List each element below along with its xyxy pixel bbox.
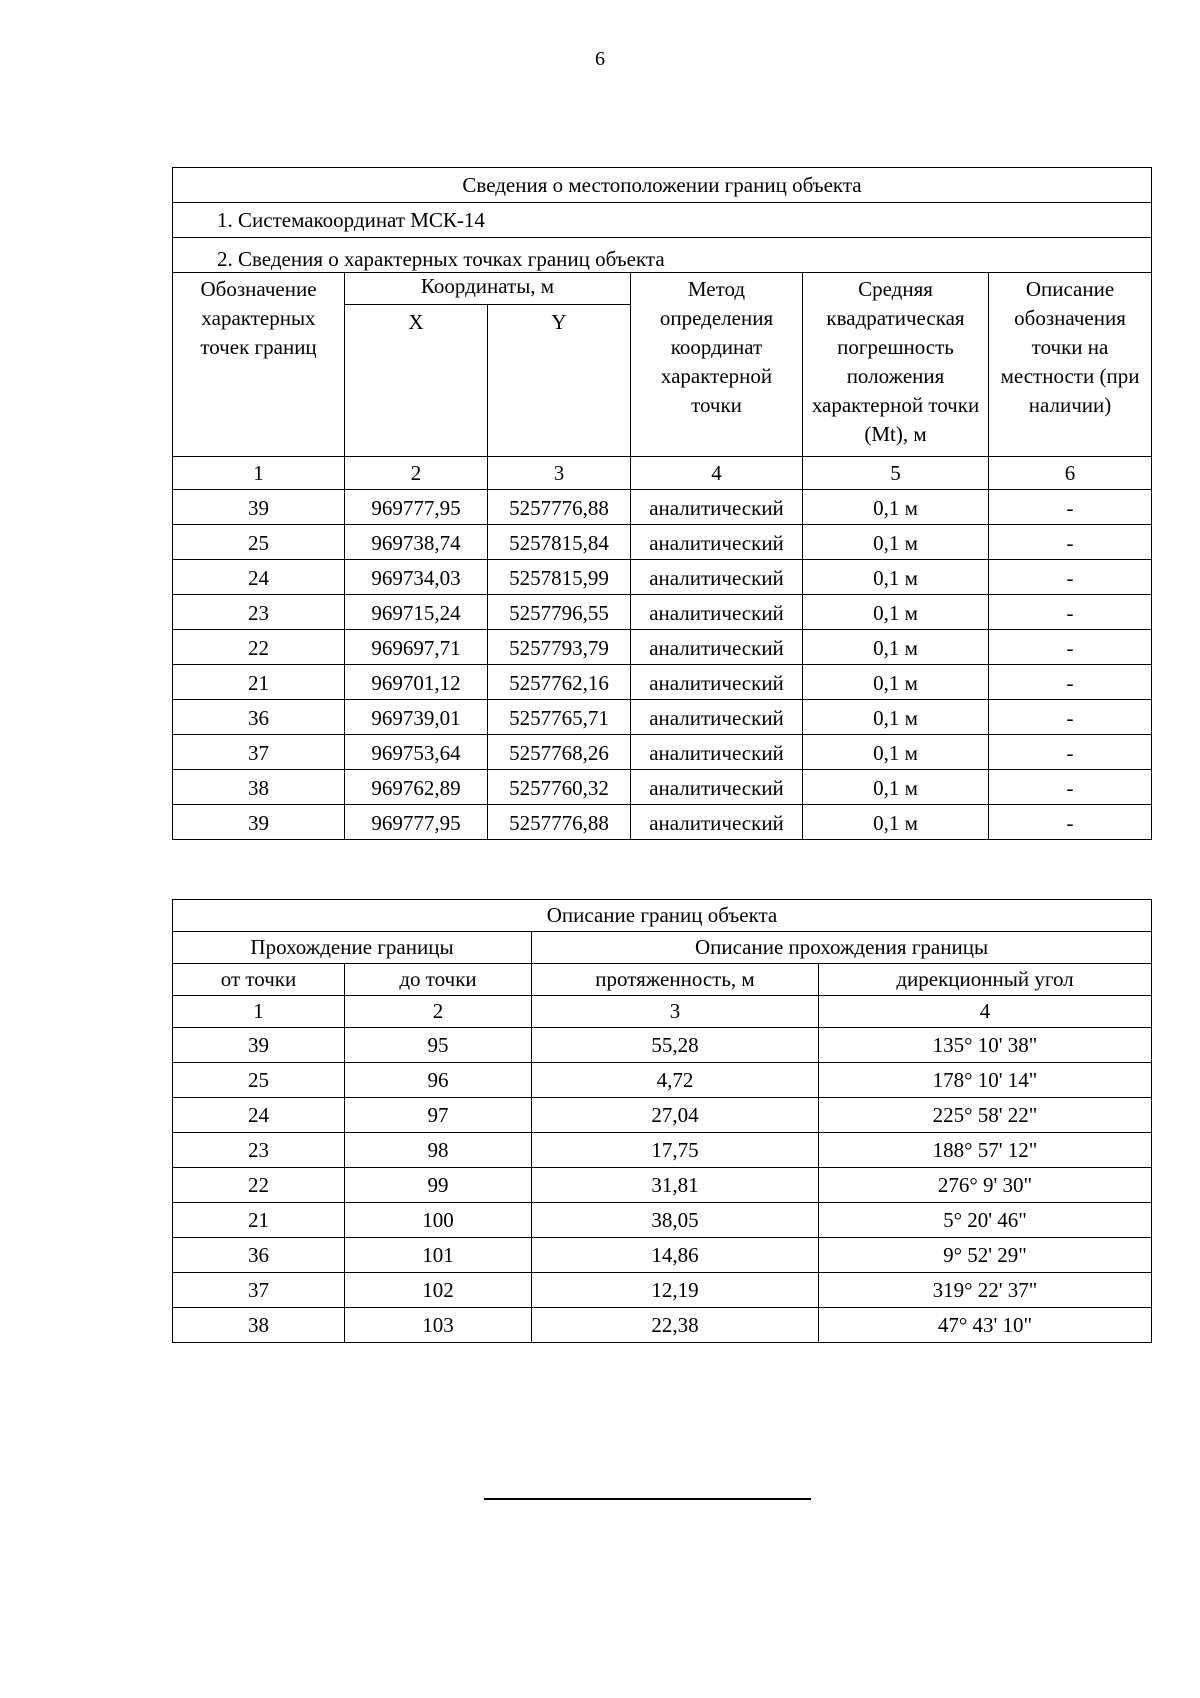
header-angle: дирекционный угол [819, 964, 1152, 996]
table-row [173, 1308, 1152, 1343]
to-point-cell: 95 [345, 1028, 532, 1063]
description-cell: - [989, 770, 1152, 805]
to-point-cell: 98 [345, 1133, 532, 1168]
table-row [173, 1168, 1152, 1203]
table-row [173, 770, 1152, 805]
y-cell: 5257776,88 [488, 805, 631, 840]
table-row [173, 1238, 1152, 1273]
y-cell: 5257760,32 [488, 770, 631, 805]
point-cell: 39 [173, 490, 345, 525]
length-cell: 31,81 [532, 1168, 819, 1203]
column-number: 4 [819, 996, 1152, 1028]
method-cell: аналитический [631, 805, 803, 840]
table-row [173, 700, 1152, 735]
accuracy-cell: 0,1 м [803, 490, 989, 525]
accuracy-cell: 0,1 м [803, 700, 989, 735]
length-cell: 27,04 [532, 1098, 819, 1133]
y-cell: 5257762,16 [488, 665, 631, 700]
point-cell: 23 [173, 595, 345, 630]
y-cell: 5257765,71 [488, 700, 631, 735]
x-cell: 969777,95 [345, 805, 488, 840]
boundary-description-table [172, 899, 1152, 1343]
length-cell: 14,86 [532, 1238, 819, 1273]
table-row [173, 560, 1152, 595]
description-cell: - [989, 735, 1152, 770]
description-cell: - [989, 525, 1152, 560]
header-coordinates: Координаты, м [345, 273, 631, 305]
method-cell: аналитический [631, 525, 803, 560]
from-point-cell: 38 [173, 1308, 345, 1343]
from-point-cell: 37 [173, 1273, 345, 1308]
angle-cell: 225° 58' 22" [819, 1098, 1152, 1133]
angle-cell: 47° 43' 10" [819, 1308, 1152, 1343]
point-cell: 38 [173, 770, 345, 805]
to-point-cell: 100 [345, 1203, 532, 1238]
accuracy-cell: 0,1 м [803, 805, 989, 840]
length-cell: 22,38 [532, 1308, 819, 1343]
x-cell: 969715,24 [345, 595, 488, 630]
point-cell: 37 [173, 735, 345, 770]
angle-cell: 5° 20' 46" [819, 1203, 1152, 1238]
to-point-cell: 102 [345, 1273, 532, 1308]
header-accuracy: Средняя квадратическая погрешность положения характерной точки (Mt), м [803, 273, 989, 457]
x-cell: 969762,89 [345, 770, 488, 805]
x-cell: 969734,03 [345, 560, 488, 595]
y-cell: 5257768,26 [488, 735, 631, 770]
angle-cell: 276° 9' 30" [819, 1168, 1152, 1203]
table-row [173, 525, 1152, 560]
table-row [173, 1063, 1152, 1098]
table-row [173, 630, 1152, 665]
from-point-cell: 23 [173, 1133, 345, 1168]
header-passage: Прохождение границы [173, 932, 532, 964]
to-point-cell: 96 [345, 1063, 532, 1098]
column-number: 1 [173, 996, 345, 1028]
point-cell: 39 [173, 805, 345, 840]
y-cell: 5257796,55 [488, 595, 631, 630]
accuracy-cell: 0,1 м [803, 630, 989, 665]
end-divider-line [484, 1498, 811, 1500]
accuracy-cell: 0,1 м [803, 735, 989, 770]
column-number: 2 [345, 996, 532, 1028]
column-number: 5 [803, 457, 989, 490]
angle-cell: 319° 22' 37" [819, 1273, 1152, 1308]
header-to-point: до точки [345, 964, 532, 996]
coordinates-table [172, 167, 1152, 840]
method-cell: аналитический [631, 700, 803, 735]
table-row [173, 1133, 1152, 1168]
from-point-cell: 22 [173, 1168, 345, 1203]
to-point-cell: 101 [345, 1238, 532, 1273]
point-cell: 21 [173, 665, 345, 700]
coords-table-title: Сведения о местоположении границ объекта [173, 168, 1152, 203]
table-row [173, 595, 1152, 630]
table-row [173, 1273, 1152, 1308]
column-number: 1 [173, 457, 345, 490]
header-method: Метод определения координат характерной точки [631, 273, 803, 457]
y-cell: 5257815,84 [488, 525, 631, 560]
description-cell: - [989, 665, 1152, 700]
method-cell: аналитический [631, 735, 803, 770]
method-cell: аналитический [631, 560, 803, 595]
accuracy-cell: 0,1 м [803, 595, 989, 630]
angle-cell: 178° 10' 14" [819, 1063, 1152, 1098]
x-cell: 969697,71 [345, 630, 488, 665]
length-cell: 17,75 [532, 1133, 819, 1168]
header-x: X [345, 305, 488, 457]
x-cell: 969753,64 [345, 735, 488, 770]
column-number: 3 [488, 457, 631, 490]
accuracy-cell: 0,1 м [803, 525, 989, 560]
table-row [173, 665, 1152, 700]
from-point-cell: 24 [173, 1098, 345, 1133]
point-cell: 25 [173, 525, 345, 560]
point-cell: 24 [173, 560, 345, 595]
boundary-table-title: Описание границ объекта [173, 900, 1152, 932]
from-point-cell: 21 [173, 1203, 345, 1238]
table-row [173, 1098, 1152, 1133]
method-cell: аналитический [631, 595, 803, 630]
coordinate-system-line: 1. Системакоординат МСК-14 [173, 203, 1152, 238]
header-point-designation: Обозначение характерных точек границ [173, 273, 345, 457]
accuracy-cell: 0,1 м [803, 770, 989, 805]
from-point-cell: 39 [173, 1028, 345, 1063]
point-cell: 36 [173, 700, 345, 735]
description-cell: - [989, 595, 1152, 630]
x-cell: 969777,95 [345, 490, 488, 525]
description-cell: - [989, 700, 1152, 735]
description-cell: - [989, 490, 1152, 525]
point-cell: 22 [173, 630, 345, 665]
header-description: Описание обозначения точки на местности (при наличии) [989, 273, 1152, 457]
method-cell: аналитический [631, 630, 803, 665]
to-point-cell: 97 [345, 1098, 532, 1133]
y-cell: 5257815,99 [488, 560, 631, 595]
description-cell: - [989, 560, 1152, 595]
accuracy-cell: 0,1 м [803, 665, 989, 700]
y-cell: 5257776,88 [488, 490, 631, 525]
column-number: 4 [631, 457, 803, 490]
description-cell: - [989, 630, 1152, 665]
length-cell: 38,05 [532, 1203, 819, 1238]
table-row [173, 735, 1152, 770]
column-number: 2 [345, 457, 488, 490]
from-point-cell: 36 [173, 1238, 345, 1273]
accuracy-cell: 0,1 м [803, 560, 989, 595]
description-cell: - [989, 805, 1152, 840]
method-cell: аналитический [631, 490, 803, 525]
page-number: 6 [595, 48, 605, 70]
to-point-cell: 99 [345, 1168, 532, 1203]
x-cell: 969701,12 [345, 665, 488, 700]
y-cell: 5257793,79 [488, 630, 631, 665]
table-row [173, 1028, 1152, 1063]
x-cell: 969738,74 [345, 525, 488, 560]
to-point-cell: 103 [345, 1308, 532, 1343]
header-length: протяженность, м [532, 964, 819, 996]
angle-cell: 9° 52' 29" [819, 1238, 1152, 1273]
from-point-cell: 25 [173, 1063, 345, 1098]
angle-cell: 188° 57' 12" [819, 1133, 1152, 1168]
table-row [173, 1203, 1152, 1238]
points-info-line: 2. Сведения о характерных точках границ объекта [173, 238, 1152, 273]
x-cell: 969739,01 [345, 700, 488, 735]
table-row [173, 805, 1152, 840]
length-cell: 4,72 [532, 1063, 819, 1098]
header-y: Y [488, 305, 631, 457]
method-cell: аналитический [631, 665, 803, 700]
table-row [173, 490, 1152, 525]
column-number: 3 [532, 996, 819, 1028]
length-cell: 55,28 [532, 1028, 819, 1063]
angle-cell: 135° 10' 38" [819, 1028, 1152, 1063]
header-from-point: от точки [173, 964, 345, 996]
column-number: 6 [989, 457, 1152, 490]
method-cell: аналитический [631, 770, 803, 805]
length-cell: 12,19 [532, 1273, 819, 1308]
header-passage-description: Описание прохождения границы [532, 932, 1152, 964]
